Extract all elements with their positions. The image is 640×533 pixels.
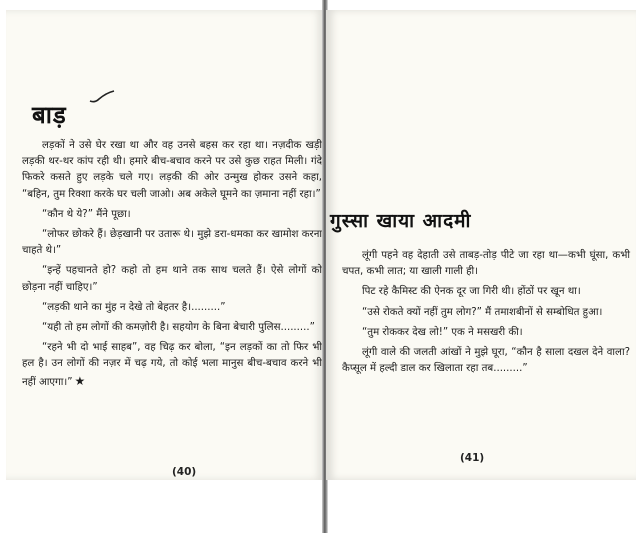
story-title-left: बाड़ [32, 101, 67, 129]
star-end-mark-icon: ★ [74, 373, 86, 388]
right-page-body [342, 248, 630, 381]
paragraph: “तुम रोककर देख लो!” एक ने मसखरी की। [362, 326, 523, 338]
paragraph-last [22, 340, 322, 391]
paragraph: “लड़की थाने का मुंह न देखे तो बेहतर है।.........” [42, 301, 226, 313]
paragraph: लड़कों ने उसे घेर रखा था और वह उनसे बहस कर रहा था। नज़दीक खड़ी लड़की थर-थर कांप रही थी। हमारे बीच-बचाव करने पर उसे कुछ राहत मिली। गंदे फिकरे कसते हुए लड़के चले गए। लड़की की ओर उन्मुख होकर उसने कहा, “बहिन, तुम रिक्शा करके घर चली जाओ। अब अकेले घूमने का ज़माना नहीं रहा।” [22, 140, 322, 200]
paragraph-text: “रहने भी दो भाई साहब”, वह चिढ़ कर बोला, “इन लड़कों का तो फिर भी हल है। उन लोगों की नज़र में चढ़ गये, तो कोई भला मानुस बीच-बचाव करने भी नहीं आएगा।” [22, 342, 322, 388]
right-page [326, 10, 636, 480]
paragraph: “लोफर छोकरे हैं। छेड़खानी पर उतारू थे। मुझे डरा-धमका कर खामोश करना चाहते थे।” [22, 229, 322, 257]
left-page-body [22, 138, 322, 395]
paragraph: “इन्हें पहचानते हो? कहो तो हम थाने तक साथ चलते हैं। ऐसे लोगों को छोड़ना नहीं चाहिए।” [22, 265, 322, 293]
paragraph: लूंगी पहने वह देहाती उसे ताबड़-तोड़ पीटे जा रहा था—कभी घूंसा, कभी चपत, कभी लात; या खाली गाली ही। [342, 250, 630, 278]
page-number-right: (41) [460, 452, 485, 464]
paragraph: “उसे रोकते क्यों नहीं तुम लोग?” मैं तमाशबीनों से सम्बोधित हुआ। [362, 306, 603, 318]
paragraph: पिट रहे कैमिस्ट की ऐनक दूर जा गिरी थी। होंठों पर खून था। [362, 286, 581, 298]
paragraph: “कौन थे ये?” मैंने पूछा। [42, 208, 131, 220]
paragraph: लूंगी वाले की जलती आंखों ने मुझे घूरा, “कौन है साला दखल देने वाला? कैप्सूल में हल्दी डाल कर खिलाता रहा तब.........” [342, 347, 630, 375]
story-title-right: गुस्सा खाया आदमी [330, 210, 472, 232]
page-number-left: (40) [172, 466, 197, 478]
paragraph: “यही तो हम लोगों की कमज़ोरी है। सहयोग के बिना बेचारी पुलिस.........” [42, 322, 315, 334]
left-page [6, 10, 324, 480]
pen-tick-mark-icon [89, 90, 115, 104]
